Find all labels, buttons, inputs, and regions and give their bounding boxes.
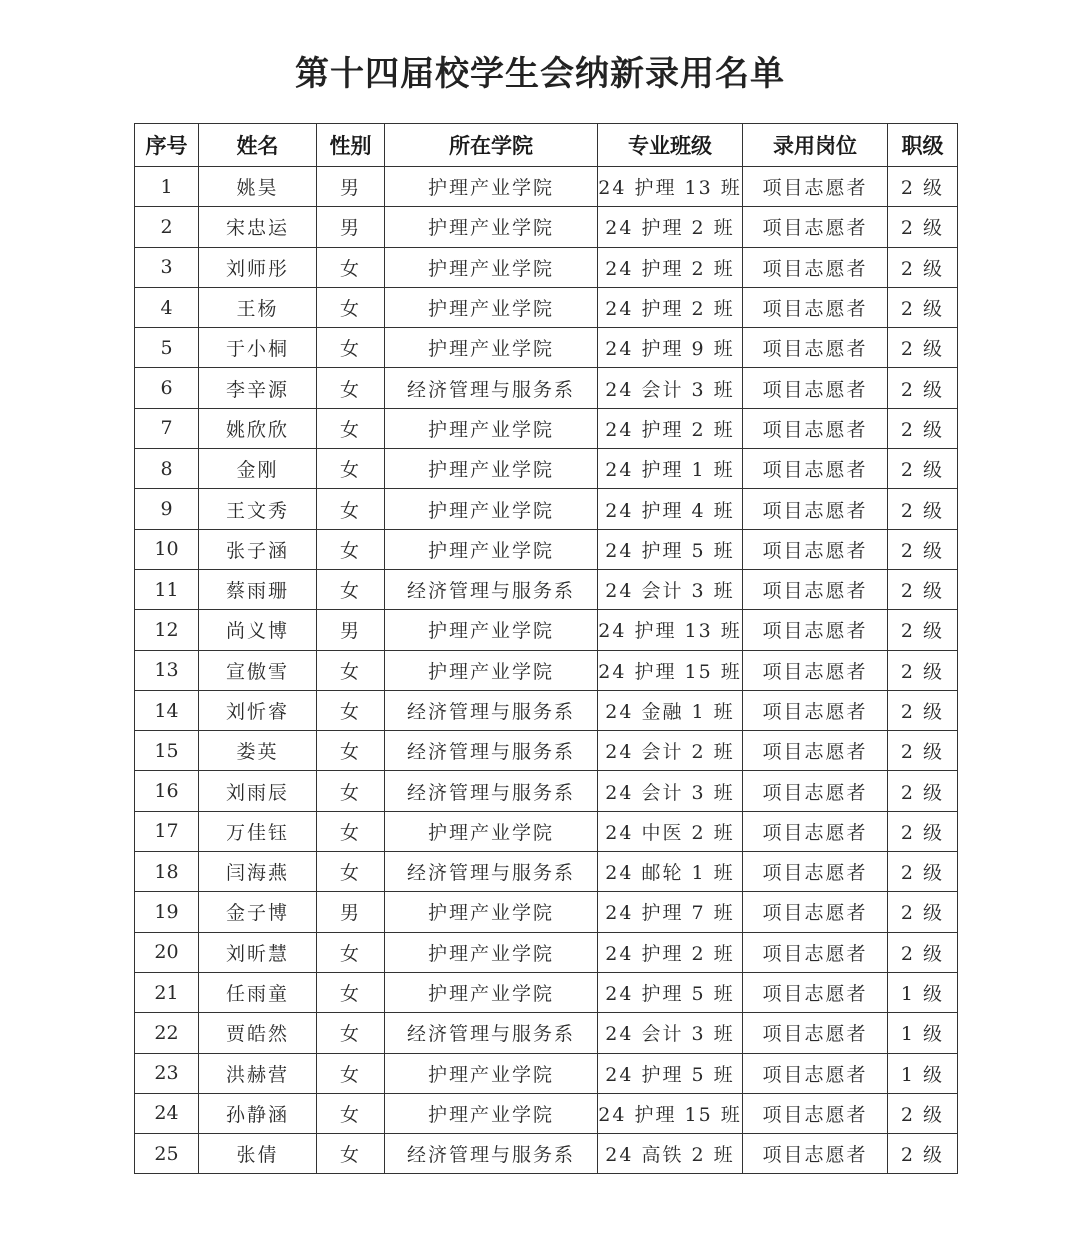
table-row <box>135 1093 958 1133</box>
cell-gender: 男 <box>317 610 385 650</box>
cell-level: 2 级 <box>888 731 958 771</box>
table-row <box>135 1134 958 1174</box>
cell-class: 24 护理 13 班 <box>598 610 743 650</box>
cell-class: 24 护理 2 班 <box>598 408 743 448</box>
cell-class: 24 护理 4 班 <box>598 489 743 529</box>
table-row <box>135 569 958 609</box>
cell-college: 护理产业学院 <box>385 167 598 207</box>
table-header-row <box>135 124 958 167</box>
cell-class: 24 护理 2 班 <box>598 207 743 247</box>
cell-index: 3 <box>135 247 199 287</box>
cell-gender: 女 <box>317 1053 385 1093</box>
cell-name: 刘雨辰 <box>199 771 317 811</box>
cell-index: 13 <box>135 650 199 690</box>
cell-gender: 女 <box>317 1013 385 1053</box>
cell-name: 姚昊 <box>199 167 317 207</box>
cell-position: 项目志愿者 <box>743 529 888 569</box>
cell-position: 项目志愿者 <box>743 610 888 650</box>
cell-index: 23 <box>135 1053 199 1093</box>
table-row <box>135 408 958 448</box>
cell-index: 5 <box>135 328 199 368</box>
header-college: 所在学院 <box>385 124 598 167</box>
cell-name: 宣傲雪 <box>199 650 317 690</box>
cell-gender: 女 <box>317 932 385 972</box>
cell-index: 9 <box>135 489 199 529</box>
cell-name: 王文秀 <box>199 489 317 529</box>
table-row <box>135 328 958 368</box>
cell-position: 项目志愿者 <box>743 247 888 287</box>
cell-class: 24 护理 13 班 <box>598 167 743 207</box>
cell-class: 24 护理 9 班 <box>598 328 743 368</box>
cell-index: 12 <box>135 610 199 650</box>
header-index: 序号 <box>135 124 199 167</box>
cell-level: 1 级 <box>888 1053 958 1093</box>
table-row <box>135 771 958 811</box>
table-row <box>135 287 958 327</box>
cell-level: 2 级 <box>888 328 958 368</box>
cell-class: 24 会计 3 班 <box>598 771 743 811</box>
cell-position: 项目志愿者 <box>743 1093 888 1133</box>
cell-college: 经济管理与服务系 <box>385 569 598 609</box>
cell-gender: 女 <box>317 852 385 892</box>
cell-college: 护理产业学院 <box>385 932 598 972</box>
header-level: 职级 <box>888 124 958 167</box>
cell-index: 14 <box>135 690 199 730</box>
cell-college: 护理产业学院 <box>385 1053 598 1093</box>
cell-index: 7 <box>135 408 199 448</box>
cell-level: 2 级 <box>888 690 958 730</box>
header-name: 姓名 <box>199 124 317 167</box>
cell-class: 24 会计 2 班 <box>598 731 743 771</box>
cell-position: 项目志愿者 <box>743 852 888 892</box>
cell-class: 24 高铁 2 班 <box>598 1134 743 1174</box>
cell-class: 24 邮轮 1 班 <box>598 852 743 892</box>
table-body <box>135 167 958 1174</box>
table-row <box>135 852 958 892</box>
cell-position: 项目志愿者 <box>743 207 888 247</box>
cell-index: 6 <box>135 368 199 408</box>
table-row <box>135 892 958 932</box>
cell-college: 护理产业学院 <box>385 328 598 368</box>
cell-gender: 男 <box>317 167 385 207</box>
cell-class: 24 护理 2 班 <box>598 287 743 327</box>
cell-index: 22 <box>135 1013 199 1053</box>
cell-class: 24 护理 2 班 <box>598 247 743 287</box>
cell-level: 2 级 <box>888 368 958 408</box>
cell-college: 经济管理与服务系 <box>385 690 598 730</box>
cell-position: 项目志愿者 <box>743 972 888 1012</box>
cell-index: 8 <box>135 449 199 489</box>
cell-gender: 女 <box>317 328 385 368</box>
cell-college: 护理产业学院 <box>385 287 598 327</box>
recruitment-table <box>134 123 958 1174</box>
cell-college: 经济管理与服务系 <box>385 731 598 771</box>
cell-level: 2 级 <box>888 529 958 569</box>
table-row <box>135 811 958 851</box>
cell-name: 孙静涵 <box>199 1093 317 1133</box>
cell-college: 护理产业学院 <box>385 529 598 569</box>
cell-level: 2 级 <box>888 489 958 529</box>
cell-class: 24 护理 7 班 <box>598 892 743 932</box>
cell-college: 护理产业学院 <box>385 892 598 932</box>
cell-college: 护理产业学院 <box>385 650 598 690</box>
cell-gender: 女 <box>317 731 385 771</box>
cell-gender: 女 <box>317 489 385 529</box>
table-row <box>135 207 958 247</box>
cell-college: 护理产业学院 <box>385 972 598 1012</box>
cell-position: 项目志愿者 <box>743 368 888 408</box>
cell-level: 2 级 <box>888 811 958 851</box>
cell-level: 2 级 <box>888 408 958 448</box>
cell-class: 24 护理 15 班 <box>598 1093 743 1133</box>
cell-college: 经济管理与服务系 <box>385 1013 598 1053</box>
cell-level: 2 级 <box>888 771 958 811</box>
cell-college: 护理产业学院 <box>385 1093 598 1133</box>
cell-level: 2 级 <box>888 852 958 892</box>
cell-name: 王杨 <box>199 287 317 327</box>
cell-name: 刘昕慧 <box>199 932 317 972</box>
cell-index: 21 <box>135 972 199 1012</box>
table-row <box>135 167 958 207</box>
cell-college: 经济管理与服务系 <box>385 771 598 811</box>
cell-name: 蔡雨珊 <box>199 569 317 609</box>
cell-college: 护理产业学院 <box>385 247 598 287</box>
document-title: 第十四届校学生会纳新录用名单 <box>295 54 785 94</box>
cell-class: 24 护理 5 班 <box>598 1053 743 1093</box>
cell-gender: 女 <box>317 972 385 1012</box>
cell-index: 2 <box>135 207 199 247</box>
cell-index: 25 <box>135 1134 199 1174</box>
cell-class: 24 护理 15 班 <box>598 650 743 690</box>
cell-name: 李辛源 <box>199 368 317 408</box>
cell-class: 24 护理 5 班 <box>598 529 743 569</box>
cell-index: 11 <box>135 569 199 609</box>
cell-name: 洪赫营 <box>199 1053 317 1093</box>
cell-name: 闫海燕 <box>199 852 317 892</box>
cell-college: 护理产业学院 <box>385 408 598 448</box>
cell-level: 1 级 <box>888 972 958 1012</box>
cell-level: 2 级 <box>888 650 958 690</box>
cell-gender: 男 <box>317 207 385 247</box>
cell-name: 于小桐 <box>199 328 317 368</box>
cell-position: 项目志愿者 <box>743 287 888 327</box>
cell-index: 24 <box>135 1093 199 1133</box>
cell-index: 4 <box>135 287 199 327</box>
cell-position: 项目志愿者 <box>743 569 888 609</box>
cell-position: 项目志愿者 <box>743 892 888 932</box>
cell-name: 金子博 <box>199 892 317 932</box>
cell-name: 娄英 <box>199 731 317 771</box>
cell-level: 2 级 <box>888 569 958 609</box>
cell-position: 项目志愿者 <box>743 167 888 207</box>
cell-class: 24 护理 1 班 <box>598 449 743 489</box>
table-row <box>135 610 958 650</box>
cell-level: 2 级 <box>888 1093 958 1133</box>
cell-position: 项目志愿者 <box>743 650 888 690</box>
cell-gender: 女 <box>317 408 385 448</box>
cell-index: 18 <box>135 852 199 892</box>
cell-college: 经济管理与服务系 <box>385 368 598 408</box>
cell-name: 宋忠运 <box>199 207 317 247</box>
cell-gender: 女 <box>317 247 385 287</box>
cell-gender: 男 <box>317 892 385 932</box>
cell-index: 1 <box>135 167 199 207</box>
cell-level: 2 级 <box>888 287 958 327</box>
cell-level: 1 级 <box>888 1013 958 1053</box>
table-row <box>135 690 958 730</box>
cell-level: 2 级 <box>888 1134 958 1174</box>
table-row <box>135 368 958 408</box>
cell-gender: 女 <box>317 368 385 408</box>
cell-college: 护理产业学院 <box>385 489 598 529</box>
header-class: 专业班级 <box>598 124 743 167</box>
cell-class: 24 护理 2 班 <box>598 932 743 972</box>
cell-index: 17 <box>135 811 199 851</box>
cell-level: 2 级 <box>888 207 958 247</box>
cell-position: 项目志愿者 <box>743 811 888 851</box>
cell-name: 万佳钰 <box>199 811 317 851</box>
cell-gender: 女 <box>317 811 385 851</box>
table-row <box>135 932 958 972</box>
header-position: 录用岗位 <box>743 124 888 167</box>
cell-gender: 女 <box>317 690 385 730</box>
cell-position: 项目志愿者 <box>743 1134 888 1174</box>
cell-gender: 女 <box>317 1134 385 1174</box>
cell-gender: 女 <box>317 569 385 609</box>
cell-name: 张倩 <box>199 1134 317 1174</box>
cell-college: 护理产业学院 <box>385 610 598 650</box>
cell-position: 项目志愿者 <box>743 449 888 489</box>
table-row <box>135 1013 958 1053</box>
header-gender: 性别 <box>317 124 385 167</box>
cell-level: 2 级 <box>888 449 958 489</box>
cell-name: 尚义博 <box>199 610 317 650</box>
cell-level: 2 级 <box>888 247 958 287</box>
cell-position: 项目志愿者 <box>743 932 888 972</box>
cell-position: 项目志愿者 <box>743 328 888 368</box>
cell-position: 项目志愿者 <box>743 1053 888 1093</box>
table-row <box>135 972 958 1012</box>
cell-position: 项目志愿者 <box>743 1013 888 1053</box>
cell-index: 15 <box>135 731 199 771</box>
cell-class: 24 中医 2 班 <box>598 811 743 851</box>
cell-class: 24 金融 1 班 <box>598 690 743 730</box>
cell-position: 项目志愿者 <box>743 731 888 771</box>
cell-index: 16 <box>135 771 199 811</box>
table-row <box>135 529 958 569</box>
cell-gender: 女 <box>317 287 385 327</box>
cell-position: 项目志愿者 <box>743 489 888 529</box>
cell-name: 刘师彤 <box>199 247 317 287</box>
cell-name: 张子涵 <box>199 529 317 569</box>
cell-name: 贾皓然 <box>199 1013 317 1053</box>
cell-name: 金刚 <box>199 449 317 489</box>
cell-class: 24 会计 3 班 <box>598 569 743 609</box>
cell-class: 24 会计 3 班 <box>598 1013 743 1053</box>
cell-name: 刘忻睿 <box>199 690 317 730</box>
cell-college: 经济管理与服务系 <box>385 852 598 892</box>
cell-level: 2 级 <box>888 932 958 972</box>
table-row <box>135 1053 958 1093</box>
cell-index: 20 <box>135 932 199 972</box>
cell-index: 19 <box>135 892 199 932</box>
cell-position: 项目志愿者 <box>743 771 888 811</box>
cell-name: 任雨童 <box>199 972 317 1012</box>
cell-level: 2 级 <box>888 167 958 207</box>
cell-gender: 女 <box>317 529 385 569</box>
cell-name: 姚欣欣 <box>199 408 317 448</box>
cell-index: 10 <box>135 529 199 569</box>
cell-class: 24 护理 5 班 <box>598 972 743 1012</box>
table-row <box>135 489 958 529</box>
cell-gender: 女 <box>317 650 385 690</box>
cell-college: 护理产业学院 <box>385 207 598 247</box>
cell-college: 护理产业学院 <box>385 449 598 489</box>
table-row <box>135 650 958 690</box>
cell-gender: 女 <box>317 1093 385 1133</box>
cell-gender: 女 <box>317 771 385 811</box>
cell-level: 2 级 <box>888 610 958 650</box>
cell-gender: 女 <box>317 449 385 489</box>
cell-position: 项目志愿者 <box>743 690 888 730</box>
table-row <box>135 731 958 771</box>
cell-position: 项目志愿者 <box>743 408 888 448</box>
table-row <box>135 247 958 287</box>
cell-college: 护理产业学院 <box>385 811 598 851</box>
cell-college: 经济管理与服务系 <box>385 1134 598 1174</box>
table-row <box>135 449 958 489</box>
cell-class: 24 会计 3 班 <box>598 368 743 408</box>
cell-level: 2 级 <box>888 892 958 932</box>
